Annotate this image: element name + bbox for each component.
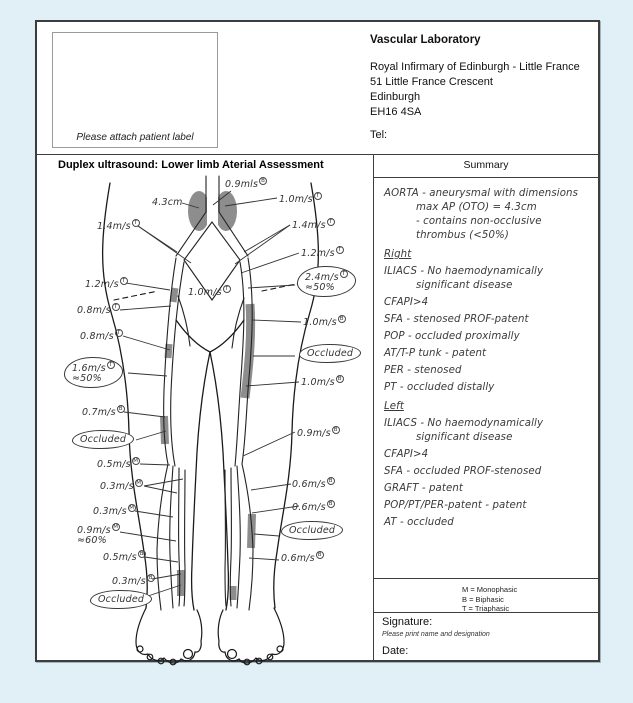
summary-line: POP - occluded proximally [384, 331, 520, 342]
annotation-subtext: ≈60% [77, 535, 107, 546]
summary-line: significant disease [416, 432, 513, 443]
occlusion-cloud-annotation [64, 357, 123, 388]
annotation-text: 1.6m/s [72, 363, 106, 374]
annotation-text: 1.2m/s [85, 279, 119, 290]
occlusion-cloud-annotation [281, 521, 343, 540]
summary-line: ILIACS - No haemodynamically [384, 418, 544, 429]
velocity-annotation [297, 426, 340, 439]
waveform-type-badge: M [133, 458, 139, 464]
annotation-text: 1.4m/s [292, 220, 326, 231]
summary-line: max AP (OTO) = 4.3cm [416, 202, 537, 213]
annotation-text: 0.5m/s [103, 552, 137, 563]
address-line: 51 Little France Crescent [370, 76, 493, 88]
waveform-type-badge: B [336, 375, 344, 383]
signature-note: Please print name and designation [382, 631, 490, 638]
waveform-type-badge: T [132, 219, 140, 227]
waveform-type-badge: B [147, 574, 155, 582]
annotation-text: 0.8m/s [77, 305, 111, 316]
date-label: Date: [382, 645, 409, 657]
occlusion-cloud-annotation [90, 590, 152, 609]
annotation-text: 1.2m/s [301, 248, 335, 259]
annotation-text: 1.4m/s [97, 221, 131, 232]
annotation-text: 0.3m/s [100, 481, 134, 492]
velocity-annotation [93, 504, 136, 517]
annotation-text: 0.9m/s [77, 525, 111, 536]
summary-line: GRAFT - patent [384, 483, 463, 494]
velocity-annotation [85, 277, 128, 290]
velocity-annotation [103, 550, 146, 563]
waveform-type-badge: M [113, 524, 119, 530]
velocity-annotation [100, 479, 143, 492]
annotation-text: Occluded [307, 348, 354, 359]
annotation-subtext: ≈50% [305, 282, 335, 293]
occlusion-cloud-annotation [72, 430, 134, 449]
signature-label: Signature: [382, 616, 433, 628]
summary-heading: Right [384, 249, 412, 260]
waveform-type-badge: B [316, 551, 324, 559]
summary-line: SFA - stenosed PROF-patent [384, 314, 529, 325]
waveform-type-badge: M [129, 505, 135, 511]
waveform-type-badge: T [336, 246, 344, 254]
annotation-text: 0.8m/s [80, 331, 114, 342]
waveform-type-badge: B [327, 477, 335, 485]
annotation-text: Occluded [98, 594, 145, 605]
summary-line: AORTA - aneurysmal with dimensions [384, 188, 578, 199]
annotation-text: 0.6m/s [292, 502, 326, 513]
velocity-annotation [292, 477, 335, 490]
velocity-annotation [77, 523, 120, 546]
form-title: Duplex ultrasound: Lower limb Aterial Assessment [58, 159, 324, 171]
velocity-annotation [301, 375, 344, 388]
annotation-text: 0.9mls [225, 179, 259, 190]
annotation-text: 1.0m/s [188, 287, 222, 298]
waveform-type-badge: T [340, 270, 348, 278]
summary-line: POP/PT/PER-patent - patent [384, 500, 527, 511]
waveform-type-badge: B [138, 550, 146, 558]
waveform-type-badge: T [120, 277, 128, 285]
summary-heading: Left [384, 401, 404, 412]
annotation-text: 2.4m/s [305, 272, 339, 283]
address-line: Royal Infirmary of Edinburgh - Little France [370, 61, 580, 73]
annotation-text: 4.3cm [152, 197, 183, 208]
annotation-text: 0.3m/s [93, 506, 127, 517]
waveform-type-badge: B [327, 500, 335, 508]
annotation-text: 1.0m/s [279, 194, 313, 205]
velocity-annotation [188, 285, 231, 298]
velocity-annotation [77, 303, 120, 316]
legend-item: M = Monophasic [462, 585, 518, 594]
lab-title: Vascular Laboratory [370, 34, 481, 46]
velocity-annotation [97, 457, 140, 470]
summary-title: Summary [463, 159, 509, 171]
waveform-type-badge: B [259, 177, 267, 185]
summary-line: PT - occluded distally [384, 382, 495, 393]
waveform-type-badge: B [332, 426, 340, 434]
summary-line: AT/T-P tunk - patent [384, 348, 487, 359]
waveform-type-badge: B [117, 405, 125, 413]
annotation-text: 0.6m/s [281, 553, 315, 564]
velocity-annotation [97, 219, 140, 232]
annotation-text: 0.3m/s [112, 576, 146, 587]
velocity-annotation [303, 315, 346, 328]
address-line: Edinburgh [370, 91, 421, 103]
annotation-subtext: ≈50% [72, 373, 102, 384]
velocity-annotation [281, 551, 324, 564]
velocity-annotation [82, 405, 125, 418]
annotation-text: 0.9m/s [297, 428, 331, 439]
annotation-text: 0.7m/s [82, 407, 116, 418]
occlusion-cloud-annotation [297, 266, 356, 297]
velocity-annotation [152, 197, 183, 208]
waveform-type-badge: T [115, 329, 123, 337]
annotation-text: 0.5m/s [97, 459, 131, 470]
annotation-text: 1.0m/s [301, 377, 335, 388]
legend-item: B = Biphasic [462, 594, 504, 604]
velocity-annotation [225, 177, 267, 190]
occlusion-cloud-annotation [299, 344, 361, 363]
legend-item: T = Triaphasic [462, 604, 510, 613]
annotation-text: 1.0m/s [303, 317, 337, 328]
waveform-type-badge: B [338, 315, 346, 323]
summary-line: ILIACS - No haemodynamically [384, 266, 544, 277]
tel-label: Tel: [370, 129, 388, 141]
waveform-type-badge: T [223, 285, 231, 293]
summary-line: significant disease [416, 280, 513, 291]
address-line: EH16 4SA [370, 106, 422, 118]
waveform-type-badge: T [112, 303, 120, 311]
velocity-annotation [292, 500, 335, 513]
summary-line: CFAPI>4 [384, 449, 429, 460]
velocity-annotation [279, 192, 322, 205]
velocity-annotation [80, 329, 123, 342]
patient-label-instruction: Please attach patient label [76, 132, 194, 143]
waveform-type-badge: T [107, 361, 115, 369]
summary-line: AT - occluded [384, 517, 454, 528]
summary-line: CFAPI>4 [384, 297, 429, 308]
waveform-type-badge: M [136, 480, 142, 486]
velocity-annotation [112, 574, 155, 587]
summary-line: SFA - occluded PROF-stenosed [384, 466, 542, 477]
annotation-text: 0.6m/s [292, 479, 326, 490]
waveform-type-badge: T [314, 192, 322, 200]
velocity-annotation [292, 218, 335, 231]
velocity-annotation [301, 246, 344, 259]
summary-line: thrombus (<50%) [416, 230, 509, 241]
annotation-text: Occluded [289, 525, 336, 536]
summary-line: PER - stenosed [384, 365, 462, 376]
annotation-text: Occluded [80, 434, 127, 445]
waveform-type-badge: T [327, 218, 335, 226]
summary-line: - contains non-occlusive [416, 216, 542, 227]
